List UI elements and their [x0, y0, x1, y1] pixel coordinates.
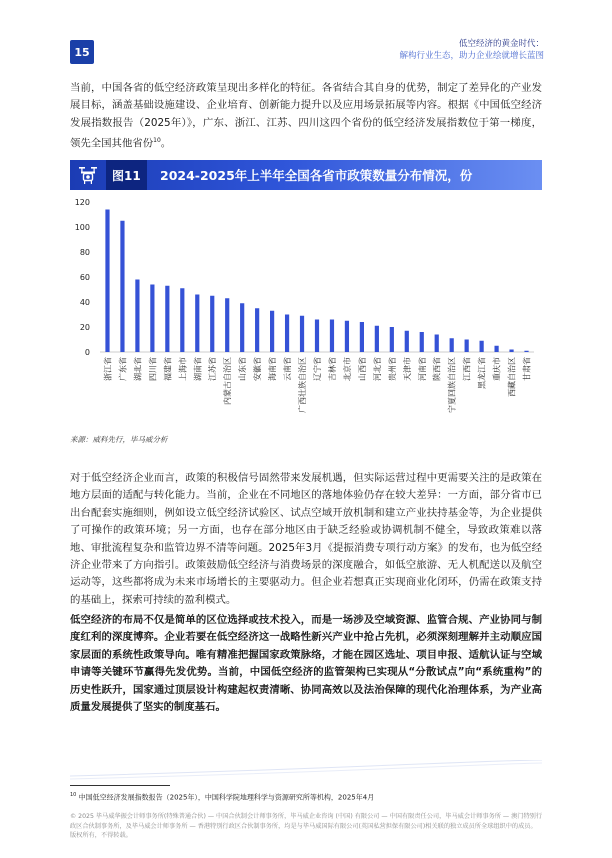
bar-21: [420, 332, 424, 352]
paragraph-layout: 低空经济的布局不仅是简单的区位选择或技术投入，而是一场涉及空域资源、监管合规、产业协同与制度红利的深度博弈。企业若要在低空经济这一战略性新兴产业中抢占先机，必须深刻理解并主动顺应国家层面的系统性政策导向。唯有精准把握国家政策脉络，才能在园区选址、项目申报、适航认证与空域申请等关键环节赢得先发优势。当前，中国低空经济的监管架构已实现从“分散试点”向“系统重构”的历史性跃升，国家通过顶层设计构建起权责清晰、协同高效以及法治保障的现代化治理体系，为产业高质量发展提供了坚实的制度基石。: [70, 614, 542, 714]
paragraph-intro-end: 。: [160, 137, 172, 150]
bar-9: [240, 303, 244, 352]
bar-19: [390, 327, 394, 352]
x-tick-label: 西藏自治区: [507, 357, 517, 397]
bar-28: [524, 351, 528, 352]
figure-title: 2024-2025年上半年全国各省市政策数量分布情况，份: [160, 168, 473, 183]
bar-17: [360, 322, 364, 352]
x-tick-label: 江苏省: [208, 357, 218, 381]
x-tick-label: 云南省: [283, 357, 293, 381]
x-tick-label: 北京市: [342, 357, 352, 381]
paragraph-intro-text: 当前，中国各省的低空经济政策呈现出多样化的特征。各省结合其自身的优势，制定了差异化的产业发展目标，涵盖基础设施建设、企业培育、创新能力提升以及应用场景拓展等内容。根据《中国低空经济发展指数报告（2025年）》，广东、浙江、江苏、四川这四个省份的低空经济发展指数位于第一梯度，领先全国其他省份: [70, 82, 542, 150]
decorative-lines: [70, 760, 542, 780]
bar-11: [270, 311, 274, 352]
y-tick-label: 40: [79, 298, 90, 307]
bar-1: [120, 221, 124, 352]
y-tick-label: 100: [74, 223, 90, 232]
footnote: [70, 792, 374, 802]
bar-0: [105, 210, 109, 353]
bar-27: [509, 350, 513, 353]
footnote-text: 中国低空经济发展指数报告（2025年），中国科学院地理科学与资源研究所等机构，2025年4月: [78, 793, 375, 802]
y-tick-label: 20: [79, 323, 90, 332]
header-title-line1: 低空经济的黄金时代：: [458, 39, 544, 49]
x-tick-label: 湖北省: [133, 357, 143, 381]
bar-2: [135, 280, 139, 353]
paragraph-intro: [70, 80, 542, 153]
bar-24: [465, 340, 469, 353]
x-tick-label: 安徽省: [253, 357, 263, 381]
copyright-notice: © 2025 毕马威华振会计师事务所(特殊普通合伙) — 中国合伙制会计师事务所，毕马威企业咨询 (中国) 有限公司 — 中国有限责任公司，毕马威会计师事务所 — 澳门特别行政区合伙制事务所，及毕马威会计师事务所 — 香港特别行政区合伙制事务所，均是与毕马威国际有限公司(英国私营担保有限公司)相关联的独立成员所全球组织中的成员。版权所有，不得转载。: [70, 813, 543, 839]
header-title-line2: 解构行业生态，助力企业绘就增长蓝图: [399, 51, 544, 61]
bar-6: [195, 295, 199, 353]
x-tick-label: 甘肃省: [522, 357, 532, 381]
policy-count-bar-chart: [70, 192, 542, 432]
x-tick-label: 河南省: [417, 357, 427, 381]
bar-26: [494, 346, 498, 352]
y-tick-label: 60: [79, 273, 90, 282]
bar-16: [345, 321, 349, 352]
x-tick-label: 重庆市: [492, 357, 502, 381]
x-tick-label: 黑龙江省: [477, 357, 487, 389]
x-tick-label: 陕西省: [432, 357, 442, 381]
figure-source: 来源：威科先行，毕马威分析: [70, 435, 168, 444]
bar-12: [285, 315, 289, 353]
x-tick-label: 浙江省: [103, 357, 113, 381]
footnote-ref[interactable]: 10: [153, 137, 161, 145]
bar-20: [405, 331, 409, 352]
x-tick-label: 山东省: [238, 357, 248, 381]
header-title: [399, 38, 544, 62]
x-tick-label: 海南省: [268, 357, 278, 381]
x-tick-label: 内蒙古自治区: [223, 357, 233, 405]
y-tick-label: 120: [74, 198, 90, 207]
x-tick-label: 山西省: [357, 357, 367, 381]
bar-8: [225, 298, 229, 352]
x-tick-label: 广西壮族自治区: [298, 357, 308, 413]
bar-7: [210, 296, 214, 352]
bar-15: [330, 320, 334, 353]
drone-icon: [76, 163, 100, 187]
x-tick-label: 贵州省: [387, 357, 397, 381]
y-tick-label: 0: [84, 348, 90, 357]
footnote-number: 10: [70, 792, 77, 798]
bar-4: [165, 286, 169, 352]
x-tick-label: 吉林省: [327, 357, 337, 381]
x-tick-label: 辽宁省: [313, 357, 322, 381]
x-tick-label: 天津市: [402, 357, 412, 381]
y-tick-label: 80: [79, 248, 90, 257]
bar-25: [480, 341, 484, 352]
x-tick-label: 广东省: [118, 357, 128, 381]
figure-banner: [70, 160, 542, 190]
x-tick-label: 上海市: [178, 357, 188, 381]
x-tick-label: 宁夏回族自治区: [447, 357, 457, 413]
bar-23: [450, 338, 454, 352]
bar-10: [255, 308, 259, 352]
x-tick-label: 湖南省: [193, 357, 203, 381]
x-tick-label: 河北省: [372, 357, 382, 381]
paragraph-enterprise: 对于低空经济企业而言，政策的积极信号固然带来发展机遇，但实际运营过程中更需要关注的是政策在地方层面的适配与转化能力。当前，企业在不同地区的落地体验仍存在较大差异：一方面，部分省市已出台配套实施细则，例如设立低空经济试验区、试点空域开放机制和建立产业扶持基金等，为企业提供了可操作的政策环境；另一方面，也存在部分地区由于缺乏经验或协调机制不健全，导致政策难以落地、审批流程复杂和监管边界不清等问题。2025年3月《提振消费专项行动方案》的发布，也为低空经济企业带来了方向指引。政策鼓励低空经济与消费场景的深度融合，如低空旅游、无人机配送以及航空运动等，这些都将成为未来市场增长的主要驱动力。但企业若想真正实现商业化闭环，仍需在政策支持的基础上，探索可持续的盈利模式。: [70, 472, 542, 606]
bar-3: [150, 285, 154, 353]
bar-14: [315, 320, 319, 353]
footnote-rule: [70, 785, 170, 786]
x-tick-label: 福建省: [163, 357, 173, 381]
bar-5: [180, 288, 184, 352]
bar-13: [300, 316, 304, 352]
page-number: 15: [70, 40, 94, 64]
bar-22: [435, 335, 439, 353]
x-tick-label: 江西省: [462, 357, 472, 381]
figure-number: 图11: [106, 160, 147, 190]
bar-18: [375, 326, 379, 352]
x-tick-label: 四川省: [148, 357, 158, 381]
